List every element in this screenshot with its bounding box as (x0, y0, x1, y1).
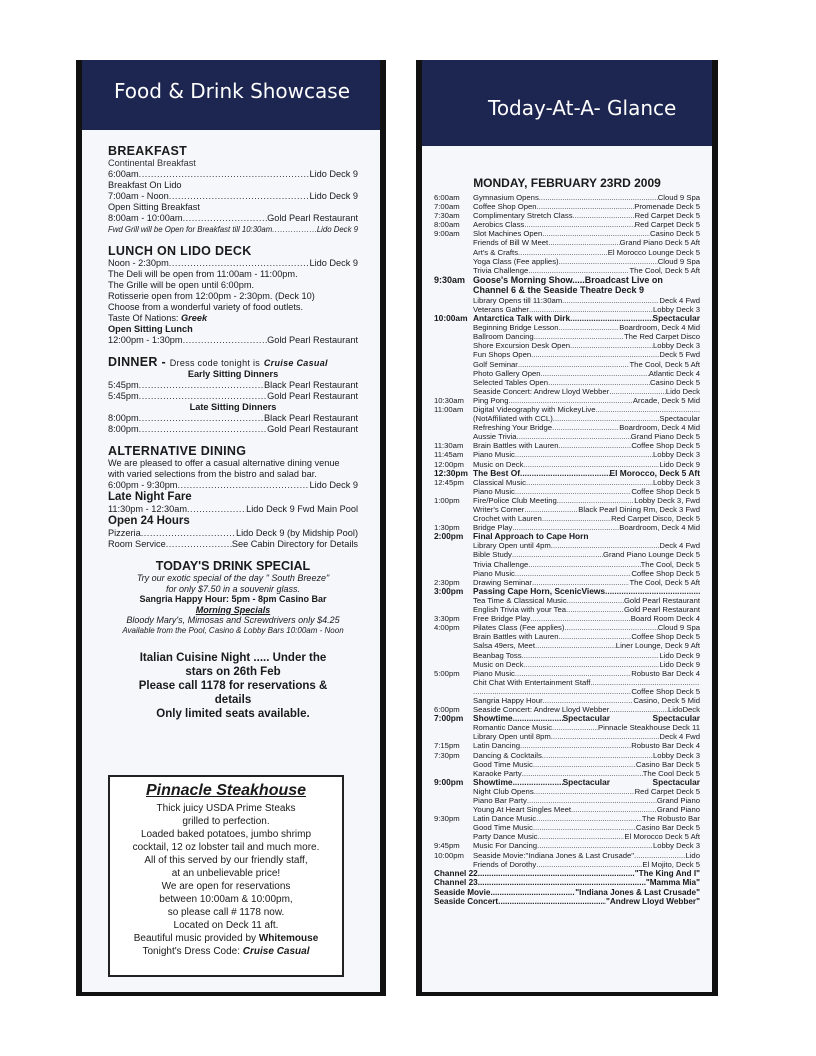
schedule-row: Veterans Gather ..... Lobby Deck 3 (434, 305, 700, 314)
steakhouse-line: grilled to perfection. (182, 816, 270, 827)
pizzeria-row: Pizzeria ..... Lido Deck 9 (by Midship Pool) (108, 528, 358, 539)
morning-specials-label: Morning Specials (195, 604, 271, 615)
events-group (434, 596, 700, 714)
channel-row: Channel 22 ..... "The King And I" (434, 869, 700, 879)
steakhouse-line: Loaded baked potatoes, jumbo shrimp (140, 829, 312, 840)
drink-line-2: for only $7.50 in a souvenir glass. (165, 583, 301, 594)
late-night-row: 11:30pm - 12:30am ..... Lido Deck 9 Fwd Main Pool (108, 504, 358, 515)
schedule-row: Ballroom Dancing ..... The Red Carpet Disco (434, 332, 700, 341)
alternative-desc-2: with varied selections from the bistro and salad bar. (108, 469, 317, 479)
schedule-row: 1:30pm Bridge Play ..... Boardroom, Deck 4 Mid (434, 523, 700, 532)
schedule-row: Music on Deck ..... Lido Deck 9 (434, 660, 700, 669)
glance-content (422, 146, 712, 992)
schedule-row: Bible Study ..... Grand Piano Lounge Deck 5 (434, 550, 700, 559)
steakhouse-line: Thick juicy USDA Prime Steaks (156, 803, 296, 814)
glance-title: Today-At-A- Glance (422, 60, 712, 146)
schedule-row: Yoga Class (Fee applies) ..... Cloud 9 Spa (434, 257, 700, 266)
schedule-row: Fun Shops Open ..... Deck 5 Fwd (434, 350, 700, 359)
alternative-desc-1: We are pleased to offer a casual alternative dining venue (108, 458, 340, 468)
schedule-row: Party Dance Music ..... El Morocco Deck 5 Aft (434, 832, 700, 841)
on-lido-row: 7:00am - Noon ..... Lido Deck 9 (108, 191, 358, 202)
schedule-row: (NotAffiliated with CCL) ..... Spectacular (434, 414, 700, 423)
early-row-2: 5:45pm ..... Gold Pearl Restaurant (108, 391, 358, 402)
drink-line-6: Available from the Pool, Casino & Lobby Bars 10:00am - Noon (122, 625, 344, 635)
schedule-row: Library Opens till 11:30am ..... Deck 4 Fwd (434, 296, 700, 305)
schedule-row: 12:45pm Classical Music ..... Lobby Deck 3 (434, 478, 700, 487)
schedule-row: 7:30pm Dancing & Cocktails ..... Lobby Deck 3 (434, 751, 700, 760)
antarctica-row: 10:00am Antarctica Talk with Dirk ..... Spectacular (434, 314, 700, 323)
steakhouse-line: so please call # 1178 now. (167, 907, 285, 918)
showtime-row-1: 7:00pm Showtime ..... Spectacular Spectacular (434, 714, 700, 723)
open-sitting-breakfast-row: 8:00am - 10:00am ..... Gold Pearl Restaurant (108, 213, 358, 224)
alternative-heading: ALTERNATIVE DINING (108, 444, 247, 458)
schedule-row: Writer's Corner ..... Black Pearl Dining Rm, Deck 3 Fwd (434, 505, 700, 514)
taste-of-nations: Taste Of Nations: Greek (108, 313, 208, 323)
channel-row: Seaside Concert ..... "Andrew Lloyd Webber" (434, 897, 700, 907)
schedule-row: 4:00pm Pilates Class (Fee applies) ..... Cloud 9 Spa (434, 623, 700, 632)
channel-row: Channel 23 ..... "Mamma Mia" (434, 878, 700, 888)
best-of-row: 12:30pm The Best Of ..... El Morocco, Deck 5 Aft (434, 469, 700, 478)
schedule-row: Golf Seminar ..... The Cool, Deck 5 Aft (434, 360, 700, 369)
rotisserie-line: Rotisserie open from 12:00pm - 2:30pm. (Deck 10) (108, 291, 315, 301)
schedule-row: Piano Bar Party ..... Grand Piano (434, 796, 700, 805)
dinner-heading: DINNER - Dress code tonight is Cruise Casual (108, 355, 328, 369)
schedule-row: Sangria Happy Hour ..... Casino, Deck 5 Mid (434, 696, 700, 705)
schedule-row: Friends of Bill W Meet ..... Grand Piano Deck 5 Aft (434, 238, 700, 247)
open-24-heading: Open 24 Hours (108, 515, 190, 527)
steakhouse-dress-line: Tonight's Dress Code: Cruise Casual (142, 946, 310, 957)
alternative-row: 6:00pm - 9:30pm ..... Lido Deck 9 (108, 480, 358, 491)
showtime-row-2: 9:00pm Showtime ..... Spectacular Spectacular (434, 778, 700, 787)
schedule-row: 7:30am Complimentary Stretch Class ..... Red Carpet Deck 5 (434, 211, 700, 220)
open-sitting-lunch-label: Open Sitting Lunch (108, 324, 193, 334)
schedule-row: 7:15pm Latin Dancing ..... Robusto Bar Deck 4 (434, 741, 700, 750)
grille-line: The Grille will be open until 6:00pm. (108, 280, 255, 290)
schedule-row: Night Club Opens ..... Red Carpet Deck 5 (434, 787, 700, 796)
food-drink-content (82, 130, 380, 992)
events-group (434, 193, 700, 275)
drink-special-heading: TODAY'S DRINK SPECIAL (155, 559, 311, 573)
schedule-row: Tea Time & Classical Music ..... Gold Pearl Restaurant (434, 596, 700, 605)
schedule-row: Shore Excursion Desk Open ..... Lobby Deck 3 (434, 341, 700, 350)
continental-label: Continental Breakfast (108, 158, 196, 168)
schedule-row: 9:00am Slot Machines Open ..... Casino Deck 5 (434, 229, 700, 238)
schedule-date: MONDAY, FEBRUARY 23RD 2009 (473, 176, 661, 190)
steakhouse-music-line: Beautiful music provided by Whitemouse (133, 933, 319, 944)
schedule-row: 9:30pm Latin Dance Music ..... The Robusto Bar (434, 814, 700, 823)
steakhouse-line: between 10:00am & 10:00pm, (159, 894, 293, 905)
schedule-row: Salsa 49ers, Meet ..... Liner Lounge, Deck 9 Aft (434, 641, 700, 650)
channel-list (434, 869, 700, 907)
schedule-row: English Trivia with your Tea ..... Gold Pearl Restaurant (434, 605, 700, 614)
breakfast-heading: BREAKFAST (108, 144, 188, 158)
schedule-row: Beginning Bridge Lesson ..... Boardroom, Deck 4 Mid (434, 323, 700, 332)
late-row-1: 8:00pm ..... Black Pearl Restaurant (108, 413, 358, 424)
steakhouse-box (108, 775, 344, 977)
lunch-heading: LUNCH ON LIDO DECK (108, 244, 252, 258)
schedule-row: Trivia Challenge ..... The Cool, Deck 5 (434, 560, 700, 569)
schedule-row: Library Open until 8pm ..... Deck 4 Fwd (434, 732, 700, 741)
schedule-row: Karaoke Party ..... The Cool Deck 5 (434, 769, 700, 778)
food-drink-title: Food & Drink Showcase (82, 60, 380, 130)
goose-show-row: 9:30am Goose's Morning Show.....Broadcast Live on (434, 274, 663, 285)
room-service-row: Room Service ..... See Cabin Directory for Details (108, 539, 358, 550)
fwd-grill-row: Fwd Grill will be Open for Breakfast till 10:30am ..... Lido Deck 9 (108, 224, 358, 235)
goose-show-row-2: Channel 6 & the Seaside Theatre Deck 9 (473, 285, 645, 296)
schedule-row: 1:00pm Fire/Police Club Meeting ..... Lobby Deck 3, Fwd (434, 496, 700, 505)
schedule-row: 10:30am Ping Pong ..... Arcade, Deck 5 Mid (434, 396, 700, 405)
schedule-row: Selected Tables Open ..... Casino Deck 5 (434, 378, 700, 387)
continental-row: 6:00am ..... Lido Deck 9 (108, 169, 358, 180)
late-row-2: 8:00pm ..... Gold Pearl Restaurant (108, 424, 358, 435)
late-sitting-label: Late Sitting Dinners (189, 402, 277, 412)
schedule-row: 7:00am Coffee Shop Open ..... Promenade Deck 5 (434, 202, 700, 211)
steakhouse-title: Pinnacle Steakhouse (145, 782, 307, 799)
schedule-row: Brain Battles with Lauren ..... Coffee Shop Deck 5 (434, 632, 700, 641)
lunch-noon-row: Noon - 2:30pm ..... Lido Deck 9 (108, 258, 358, 269)
cape-horn-row: 2:00pm Final Approach to Cape Horn (434, 531, 589, 542)
schedule-row: 8:00am Aerobics Class ..... Red Carpet Deck 5 (434, 220, 700, 229)
early-row-1: 5:45pm ..... Black Pearl Restaurant (108, 380, 358, 391)
schedule-row: Crochet with Lauren ..... Red Carpet Disco, Deck 5 (434, 514, 700, 523)
schedule-row: Chit Chat With Entertainment Staff ..... (434, 678, 700, 687)
events-group (434, 787, 700, 869)
schedule-row: 6:00am Gymnasium Opens ..... Cloud 9 Spa (434, 193, 700, 202)
schedule-row: 11:30am Brain Battles with Lauren ..... Coffee Shop Deck 5 (434, 441, 700, 450)
open-sitting-breakfast-label: Open Sitting Breakfast (108, 202, 200, 212)
steakhouse-line: All of this served by our friendly staff, (144, 855, 308, 866)
schedule-row: 9:45pm Music For Dancing ..... Lobby Deck 3 (434, 841, 700, 850)
events-group (434, 723, 700, 778)
food-drink-panel (76, 60, 386, 996)
drink-line-3: Sangria Happy Hour: 5pm - 8pm Casino Bar (139, 594, 327, 605)
events-group (434, 323, 700, 469)
schedule-row: 11:45am Piano Music ..... Lobby Deck 3 (434, 450, 700, 459)
schedule-row: ..... Coffee Shop Deck 5 (434, 687, 700, 696)
schedule-row: Seaside Concert: Andrew Lloyd Webber ..... Lido Deck (434, 387, 700, 396)
steakhouse-line: We are open for reservations (161, 881, 291, 892)
schedule-row: 11:00am Digital Videography with MickeyLive ..... (434, 405, 700, 414)
schedule-row: Photo Gallery Open ..... Atlantic Deck 4 (434, 369, 700, 378)
schedule-row: Beanbag Toss ..... Lido Deck 9 (434, 651, 700, 660)
steakhouse-line: at an unbelievable price! (171, 868, 281, 879)
schedule-row: Trivia Challenge ..... The Cool, Deck 5 Aft (434, 266, 700, 275)
schedule-row: Piano Music ..... Coffee Shop Deck 5 (434, 569, 700, 578)
schedule-row: Art's & Crafts ..... El Morocco Lounge Deck 5 (434, 248, 700, 257)
deli-line: The Deli will be open from 11:00am - 11:00pm. (108, 269, 298, 279)
steakhouse-line: Located on Deck 11 aft. (173, 920, 279, 931)
schedule-row: 6:00pm Seaside Concert: Andrew Lloyd Webber ..... LidoDeck (434, 705, 700, 714)
drink-line-5: Bloody Mary's, Mimosas and Screwdrivers only $4.25 (126, 615, 340, 626)
schedule-row: Refreshing Your Bridge ..... Boardroom, Deck 4 Mid (434, 423, 700, 432)
schedule-row: 12:00pm Music on Deck ..... Lido Deck 9 (434, 460, 700, 469)
schedule-row: Good Time Music ..... Casino Bar Deck 5 (434, 760, 700, 769)
schedule-row: Good Time Music ..... Casino Bar Deck 5 (434, 823, 700, 832)
italian-cuisine-notice: Italian Cuisine Night ..... Under the stars on 26th Feb Please call 1178 for reservations & details Only limited seats available. (138, 651, 328, 720)
schedule-row: 2:30pm Drawing Seminar ..... The Cool, Deck 5 Aft (434, 578, 700, 587)
schedule-row: 3:30pm Free Bridge Play ..... Board Room Deck 4 (434, 614, 700, 623)
schedule-row: Romantic Dance Music ..... Pinnacle Steakhouse Deck 11 (434, 723, 700, 732)
on-lido-label: Breakfast On Lido (108, 180, 182, 190)
schedule-row: Young At Heart Singles Meet ..... Grand Piano (434, 805, 700, 814)
passing-cape-horn-row: 3:00pm Passing Cape Horn, ScenicViews ..... (434, 587, 700, 596)
events-group (434, 541, 700, 586)
events-group (434, 478, 700, 533)
drink-line-1: Try our exotic special of the day " South Breeze" (136, 573, 330, 583)
open-sitting-lunch-row: 12:00pm - 1:30pm ..... Gold Pearl Restaurant (108, 335, 358, 346)
late-night-heading: Late Night Fare (108, 491, 192, 503)
schedule-row: Aussie Trivia ..... Grand Piano Deck 5 (434, 432, 700, 441)
glance-panel (416, 60, 718, 996)
steakhouse-line: cocktail, 12 oz lobster tail and much more. (132, 842, 320, 853)
early-sitting-label: Early Sitting Dinners (187, 369, 279, 379)
channel-row: Seaside Movie ..... "Indiana Jones & Last Crusade" (434, 888, 700, 898)
choose-line: Choose from a wonderful variety of food outlets. (108, 302, 304, 312)
schedule-row: Friends of Dorothy ..... El Mojito, Deck 5 (434, 860, 700, 869)
schedule-row: 10:00pm Seaside Movie:"Indiana Jones & Last Crusade" ..... Lido (434, 851, 700, 860)
schedule-row: 5:00pm Piano Music ..... Robusto Bar Deck 4 (434, 669, 700, 678)
events-group (434, 296, 700, 314)
schedule-row: Piano Music ..... Coffee Shop Deck 5 (434, 487, 700, 496)
schedule-row: Library Open until 4pm ..... Deck 4 Fwd (434, 541, 700, 550)
